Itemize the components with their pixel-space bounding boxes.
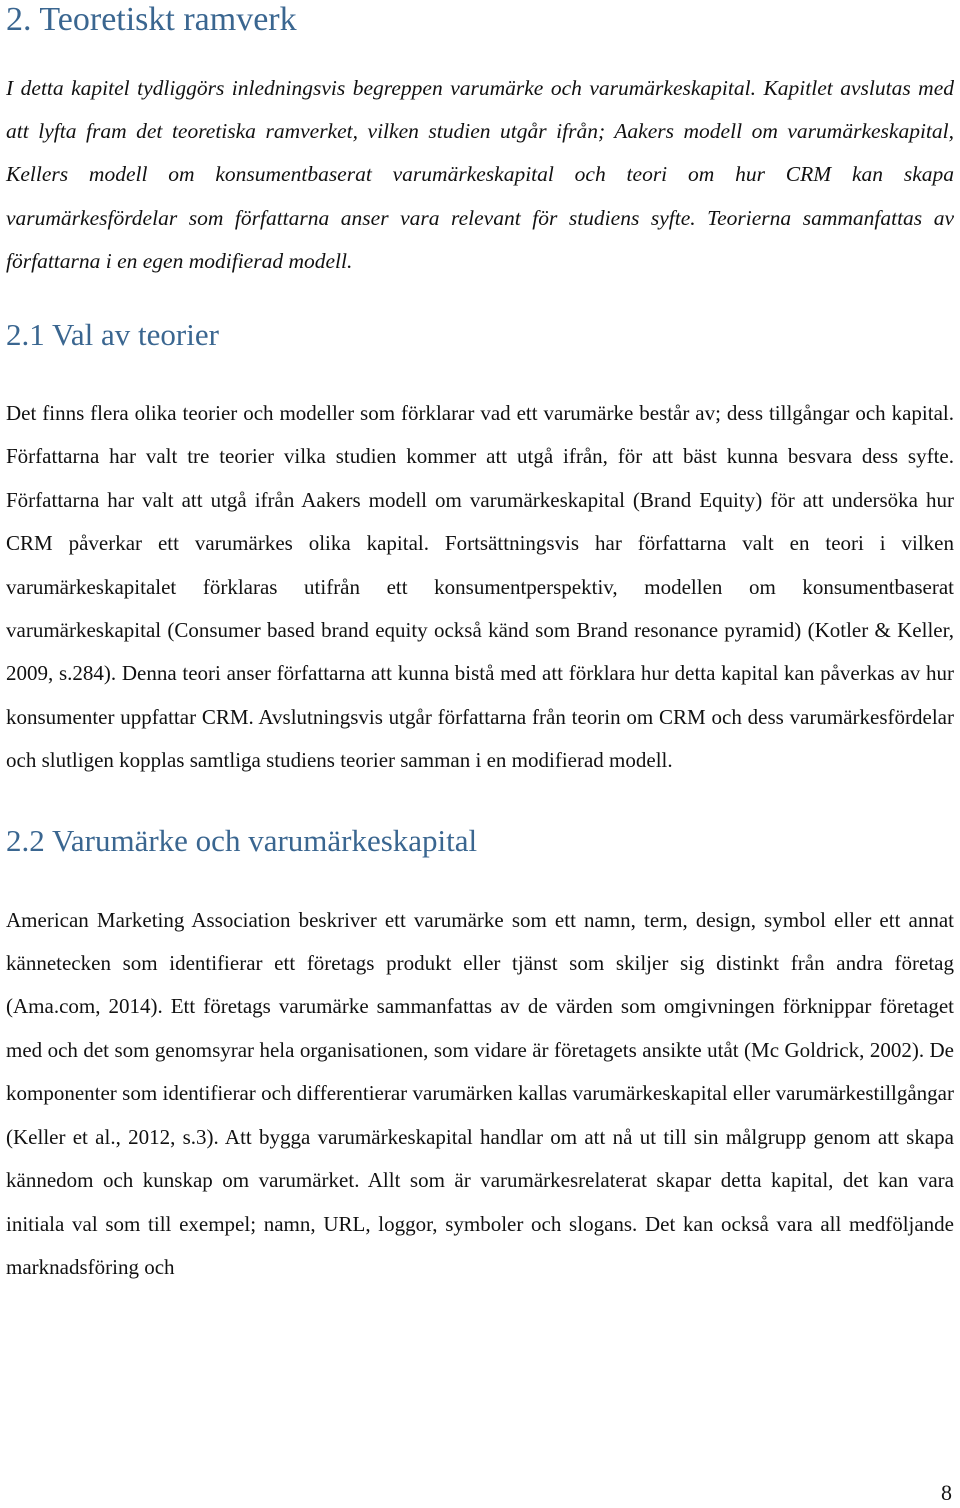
chapter-intro: I detta kapitel tydliggörs inledningsvis begreppen varumärke och varumärkeskapital. Kapitlet avslutas med att lyfta fram det teoretiska ramverket, vilken studien utgår ifrån; Aakers modell om varumärkeskapital, Kellers modell om konsumentbaserat varumärkeskapital och teori om hur CRM kan skapa varumärkesfördelar som författarna anser vara relevant för studiens syfte. Teorierna sammanfattas av författarna i en egen modifierad modell. xyxy=(6,76,954,273)
section-body-val-av-teorier: Det finns flera olika teorier och modeller som förklarar vad ett varumärke består av; dess tillgångar och kapital. Författarna har valt tre teorier vilka studien kommer att utgå ifrån, för att bäst kunna besvara dess syfte. Författarna har valt att utgå ifrån Aakers modell om varumärkeskapital (Brand Equity) för att undersöka hur CRM påverkar ett varumärkes olika kapital. Fortsättningsvis har författarna valt en teori i vilken varumärkeskapitalet förklaras utifrån ett konsumentperspektiv, modellen om konsumentbaserat varumärkeskapital (Consumer based brand equity också känd som Brand resonance pyramid) (Kotler & Keller, 2009, s.284). Denna teori anser författarna att kunna bistå med att förklara hur detta kapital kan påverkas av hur konsumenter uppfattar CRM. Avslutningsvis utgår författarna från teorin om CRM och dess varumärkesfördelar och slutligen kopplas samtliga studiens teorier samman i en modifierad modell. xyxy=(6,401,954,773)
section-title-val-av-teorier: 2.1 Val av teorier xyxy=(6,317,219,353)
document-page xyxy=(6,0,954,1289)
page-number: 8 xyxy=(941,1480,952,1505)
section-title-varumarke: 2.2 Varumärke och varumärkeskapital xyxy=(6,822,478,858)
chapter-title: 2. Teoretiskt ramverk xyxy=(6,1,297,38)
section-body-varumarke: American Marketing Association beskriver ett varumärke som ett namn, term, design, symbol eller ett annat kännetecken som identifierar ett företags produkt eller tjänst som skiljer sig distinkt från andra företag (Ama.com, 2014). Ett företags varumärke sammanfattas av de värden som omgivningen förknippar företaget med och det som genomsyrar hela organisationen, som vidare är företagets ansikte utåt (Mc Goldrick, 2002). De komponenter som identifierar och differentierar varumärken kallas varumärkeskapital eller varumärkestillgångar (Keller et al., 2012, s.3). Att bygga varumärkeskapital handlar om att nå ut till sin målgrupp genom att skapa kännedom och kunskap om varumärket. Allt som är varumärkesrelaterat skapar detta kapital, det kan vara initiala val som till exempel; namn, URL, loggor, symboler och slogans. Det kan också vara all medföljande marknadsföring och xyxy=(6,907,954,1279)
